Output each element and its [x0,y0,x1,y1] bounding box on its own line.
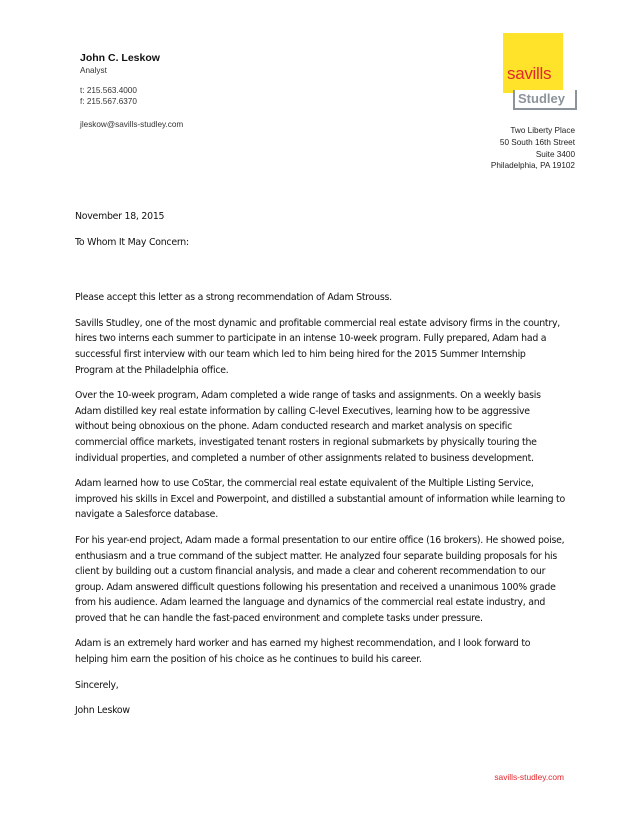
address-line: Philadelphia, PA 19102 [490,161,575,171]
letter-paragraph: Adam learned how to use CoStar, the commercial real estate equivalent of the Multiple Listing Service, improved his skills in Excel and Powerpoint, and distilled a substantial amount of information while learning to navigate a Salesforce database. [75,478,565,521]
letter-salutation: To Whom It May Concern: [75,236,189,248]
sender-email: jleskow@savills-studley.com [80,120,184,129]
letter-paragraph: Please accept this letter as a strong recommendation of Adam Strouss. [75,292,392,304]
address-line: 50 South 16th Street [499,137,575,147]
office-address [491,125,575,172]
letter-paragraph: Savills Studley, one of the most dynamic and profitable commercial real estate advisory firms in the country, hires two interns each summer to participate in an intense 10-week program. Fully prepared, Adam had a successful first interview with our team which led to him being hired for the 2015 Summer Internship Program at the Philadelphia office. [75,317,560,376]
sender-fax: f: 215.567.6370 [80,97,137,106]
address-line: Two Liberty Place [510,126,575,135]
letter-paragraph: Over the 10-week program, Adam completed a wide range of tasks and assignments. On a weekly basis Adam distilled key real estate information by calling C-level Executives, learning how to be aggressive without being obnoxious on the phone. Adam conducted research and market analysis on specific commercial office markets, investigated tenant rosters in regional submarkets by physically touring the individual properties, and completed a number of other assignments related to business development. [75,390,541,464]
address-line: Suite 3400 [535,149,575,159]
sender-title: Analyst [80,66,107,75]
logo-savills-text: savills [507,64,552,83]
letter-closing: Sincerely, [75,679,119,691]
logo-studley-text: Studley [518,91,565,106]
letter-paragraph: For his year-end project, Adam made a formal presentation to our entire office (16 brokers). He showed poise, enthusiasm and a true command of the subject matter. He analyzed four separate building proposals for his client by building out a custom financial analysis, and made a clear and coherent recommendation to our group. Adam answered difficult questions following his presentation and received a unanimous 100% grade from his audience. Adam learned the language and dynamics of the commercial real estate industry, and proved that he can handle the fast-paced environment and complete tasks under pressure. [75,534,565,624]
letter-paragraph: Adam is an extremely hard worker and has earned my highest recommendation, and I look forward to helping him earn the position of his choice as he continues to build his career. [75,638,531,666]
letter-date: November 18, 2015 [75,211,165,222]
savills-studley-logo [503,33,575,110]
logo-studley-box [513,90,577,110]
sender-block [80,52,320,130]
sender-phone: t: 215.563.4000 [80,86,137,95]
logo-yellow-square [503,33,563,93]
letter-body [75,209,565,729]
letter-signature: John Leskow [75,705,130,717]
footer-website-link[interactable]: savills-studley.com [494,772,564,782]
sender-name: John C. Leskow [80,52,160,64]
